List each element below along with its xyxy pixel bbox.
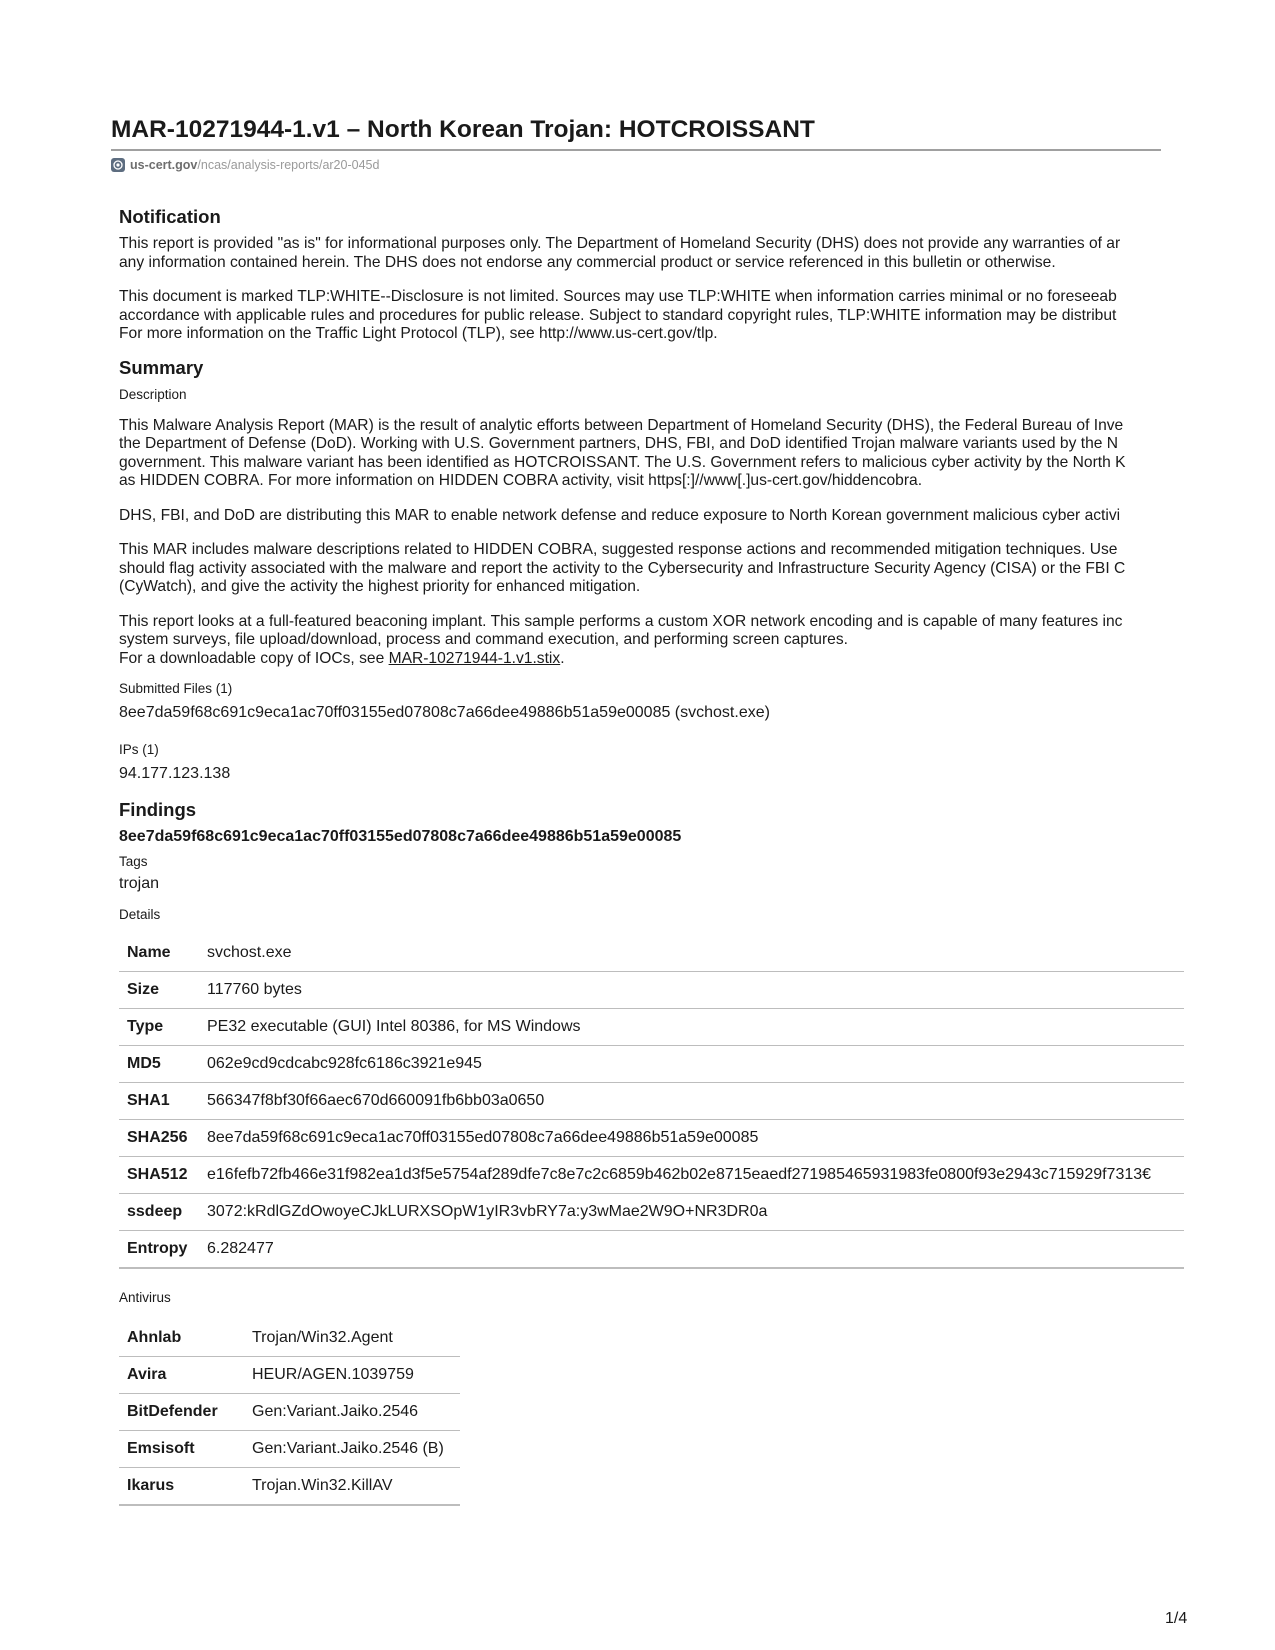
antivirus-row-key: Emsisoft — [119, 1431, 244, 1468]
findings-heading: Findings — [119, 799, 197, 820]
details-row — [119, 1194, 1184, 1231]
details-row — [119, 1009, 1184, 1046]
details-row-key: ssdeep — [119, 1194, 199, 1231]
paragraph-line: government. This malware variant has been identified as HOTCROISSANT. The U.S. Government refers to malicious cyber activity by the North K — [119, 453, 1126, 471]
antivirus-row-value: Trojan/Win32.Agent — [244, 1320, 460, 1357]
details-row-key: Size — [119, 972, 199, 1009]
details-row-key: Type — [119, 1009, 199, 1046]
summary-heading: Summary — [119, 356, 204, 378]
details-row-key: MD5 — [119, 1046, 199, 1083]
paragraph-line: This document is marked TLP:WHITE--Disclosure is not limited. Sources may use TLP:WHITE when information carries minimal or no foreseeab — [119, 288, 1117, 305]
summary-paragraph-3 — [119, 541, 1184, 597]
antivirus-row-value: Gen:Variant.Jaiko.2546 — [244, 1394, 460, 1431]
source-domain: us-cert.gov — [130, 158, 198, 172]
antivirus-row — [119, 1431, 460, 1468]
findings-hash: 8ee7da59f68c691c9eca1ac70ff03155ed07808c7a66dee49886b51a59e00085 — [119, 828, 682, 845]
details-row-value: 062e9cd9cdcabc928fc6186c3921e945 — [199, 1046, 1184, 1083]
paragraph-line: the Department of Defense (DoD). Working with U.S. Government partners, DHS, FBI, and DoD identified Trojan malware variants used by the N — [119, 435, 1119, 452]
antivirus-row-key: Ikarus — [119, 1468, 244, 1506]
source-path: /ncas/analysis-reports/ar20-045d — [197, 158, 380, 172]
antivirus-row — [119, 1357, 460, 1394]
details-row-key: Name — [119, 935, 199, 972]
paragraph-line: should flag activity associated with the malware and report the activity to the Cybersecurity and Infrastructure Security Agency (CISA) or the FBI C — [119, 559, 1126, 577]
details-row-value: 117760 bytes — [199, 972, 1184, 1009]
tags-label: Tags — [119, 854, 148, 869]
antivirus-row — [119, 1394, 460, 1431]
notification-heading: Notification — [119, 206, 221, 227]
ip-address: 94.177.123.138 — [119, 765, 231, 782]
details-row-value: svchost.exe — [199, 935, 1184, 972]
notification-paragraph-2 — [119, 288, 1184, 344]
antivirus-row — [119, 1468, 460, 1506]
page-title: MAR-10271944-1.v1 – North Korean Trojan: HOTCROISSANT — [111, 113, 1161, 151]
paragraph-line: any information contained herein. The DHS does not endorse any commercial product or service referenced in this bulletin or otherwise. — [119, 253, 1056, 271]
notification-paragraph-1 — [119, 235, 1184, 272]
summary-paragraph-1 — [119, 417, 1184, 491]
submitted-files-label: Submitted Files (1) — [119, 681, 233, 696]
antivirus-row-key: Avira — [119, 1357, 244, 1394]
paragraph-line: This report is provided "as is" for informational purposes only. The Department of Homeland Security (DHS) does not provide any warranties of ar — [119, 235, 1121, 252]
summary-paragraph-4: This report looks at a full-featured beaconing implant. This sample performs a custom XOR network encoding and is capable of many features inc system surveys, file upload/download, process and command execution, and performing screen captures. For a downloadable copy of IOCs, see MAR-10271944-1.v1.stix. — [119, 613, 1184, 669]
tag-value: trojan — [119, 875, 160, 892]
details-row-key: SHA512 — [119, 1157, 199, 1194]
details-row — [119, 1120, 1184, 1157]
antivirus-row-key: Ahnlab — [119, 1320, 244, 1357]
details-row — [119, 935, 1184, 972]
paragraph-line: system surveys, file upload/download, process and command execution, and performing screen captures. — [119, 631, 848, 648]
details-row-key: SHA1 — [119, 1083, 199, 1120]
paragraph-line: (CyWatch), and give the activity the highest priority for enhanced mitigation. — [119, 578, 641, 595]
antivirus-row-value: HEUR/AGEN.1039759 — [244, 1357, 460, 1394]
report-body — [119, 206, 1184, 1506]
description-label: Description — [119, 386, 187, 402]
paragraph-line: This Malware Analysis Report (MAR) is the result of analytic efforts between Department of Homeland Security (DHS), the Federal Bureau of Inve — [119, 416, 1124, 434]
details-row-value: 3072:kRdlGZdOwoyeCJkLURXSOpW1yIR3vbRY7a:y3wMae2W9O+NR3DR0a — [199, 1194, 1184, 1231]
details-table — [119, 935, 1184, 1269]
paragraph-line: DHS, FBI, and DoD are distributing this MAR to enable network defense and reduce exposure to North Korean government malicious cyber activi — [119, 506, 1121, 524]
antivirus-label: Antivirus — [119, 1290, 171, 1305]
ioc-text: For a downloadable copy of IOCs, see — [119, 649, 389, 667]
ips-label: IPs (1) — [119, 742, 159, 757]
submitted-file: 8ee7da59f68c691c9eca1ac70ff03155ed07808c7a66dee49886b51a59e00085 (svchost.exe) — [119, 704, 770, 721]
paragraph-line: For more information on the Traffic Light Protocol (TLP), see http://www.us-cert.gov/tlp. — [119, 325, 718, 342]
details-row-value: 566347f8bf30f66aec670d660091fb6bb03a0650 — [199, 1083, 1184, 1120]
details-row — [119, 1083, 1184, 1120]
paragraph-line: as HIDDEN COBRA. For more information on HIDDEN COBRA activity, visit https[:]//www[.]us-cert.gov/hiddencobra. — [119, 472, 923, 489]
summary-paragraph-2 — [119, 507, 1184, 526]
paragraph-line: This MAR includes malware descriptions related to HIDDEN COBRA, suggested response actions and recommended mitigation techniques. Use — [119, 541, 1118, 558]
details-row-key: Entropy — [119, 1231, 199, 1269]
details-label: Details — [119, 907, 161, 922]
paragraph-line: accordance with applicable rules and procedures for public release. Subject to standard copyright rules, TLP:WHITE information may be distribut — [119, 306, 1117, 324]
details-row-value: 8ee7da59f68c691c9eca1ac70ff03155ed07808c7a66dee49886b51a59e00085 — [199, 1120, 1184, 1157]
antivirus-row-key: BitDefender — [119, 1394, 244, 1431]
antivirus-row-value: Gen:Variant.Jaiko.2546 (B) — [244, 1431, 460, 1468]
paragraph-line: This report looks at a full-featured beaconing implant. This sample performs a custom XOR network encoding and is capable of many features inc — [119, 612, 1123, 630]
site-favicon-icon — [111, 158, 125, 172]
ioc-stix-link[interactable]: MAR-10271944-1.v1.stix — [388, 649, 561, 667]
details-row-key: SHA256 — [119, 1120, 199, 1157]
source-url[interactable] — [111, 158, 379, 172]
page-number: 1/4 — [1165, 1610, 1188, 1627]
antivirus-table — [119, 1320, 460, 1506]
details-row-value: PE32 executable (GUI) Intel 80386, for MS Windows — [199, 1009, 1184, 1046]
details-row — [119, 972, 1184, 1009]
details-row-value: e16fefb72fb466e31f982ea1d3f5e5754af289dfe7c8e7c2c6859b462b02e8715eaedf271985465931983fe0800f93e2943c715929f7313€ — [199, 1157, 1184, 1194]
details-row — [119, 1231, 1184, 1269]
details-row — [119, 1046, 1184, 1083]
antivirus-row — [119, 1320, 460, 1357]
details-row-value: 6.282477 — [199, 1231, 1184, 1269]
antivirus-row-value: Trojan.Win32.KillAV — [244, 1468, 460, 1506]
details-row — [119, 1157, 1184, 1194]
